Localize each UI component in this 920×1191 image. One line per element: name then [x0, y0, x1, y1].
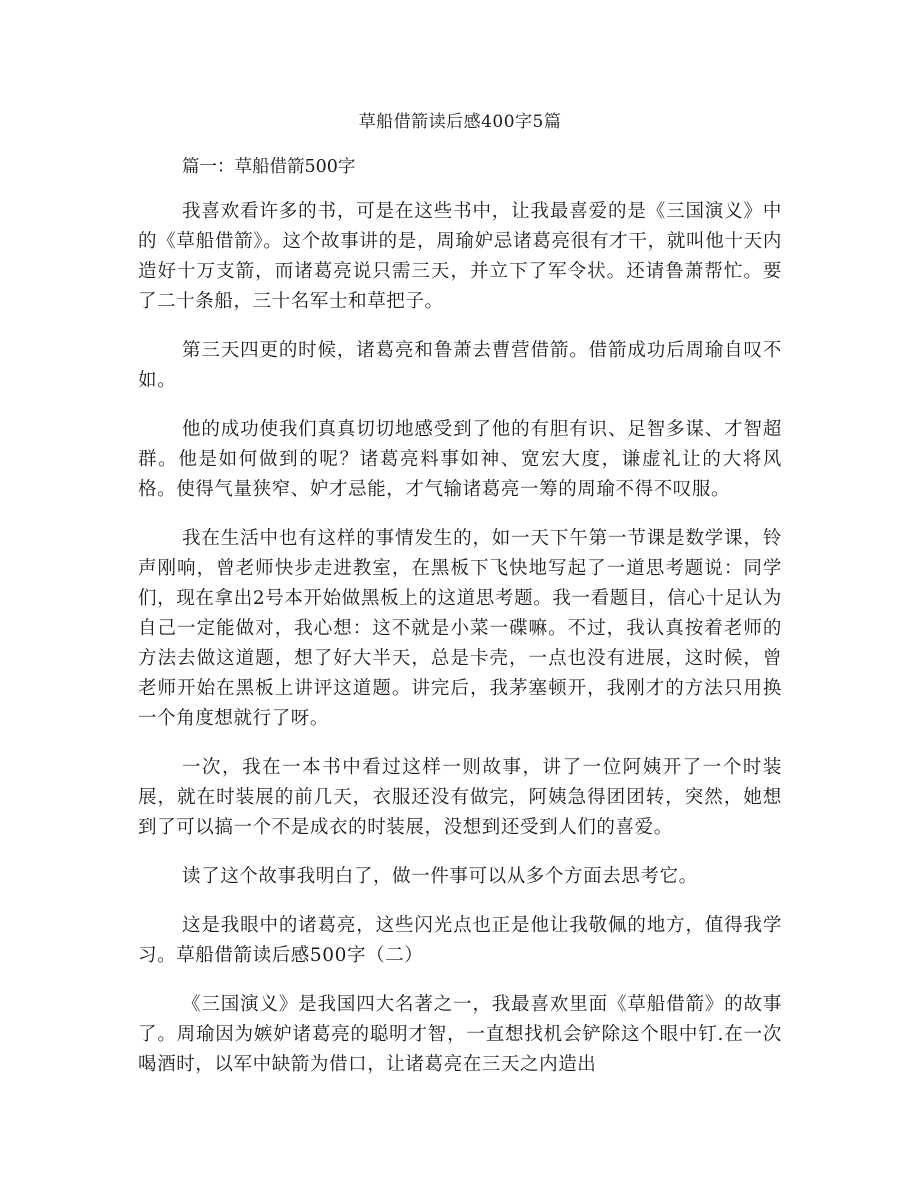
document-body — [138, 197, 782, 1099]
paragraph: 《三国演义》是我国四大名著之一，我最喜欢里面《草船借箭》的故事了。周瑜因为嫉妒诸葛亮的聪明才智，一直想找机会铲除这个眼中钉.在一次喝酒时，以军中缺箭为借口，让诸葛亮在三天之内造出 — [138, 994, 782, 1075]
paragraph: 我在生活中也有这样的事情发生的，如一天下午第一节课是数学课，铃声刚响，曾老师快步走进教室，在黑板下飞快地写起了一道思考题说：同学们，现在拿出2号本开始做黑板上的这道思考题。我一看题目，信心十足认为自己一定能做对，我心想：这不就是小菜一碟嘛。不过，我认真按着老师的方法去做这道题，想了好大半天，总是卡壳，一点也没有进展，这时候，曾老师开始在黑板上讲评这道题。讲完后，我茅塞顿开，我刚才的方法只用换一个角度想就行了呀。 — [138, 528, 782, 729]
paragraph: 读了这个故事我明白了，做一件事可以从多个方面去思考它。 — [182, 866, 698, 887]
paragraph: 一次，我在一本书中看过这样一则故事，讲了一位阿姨开了一个时装展，就在时装展的前几天，衣服还没有做完，阿姨急得团团转，突然，她想到了可以搞一个不是成衣的时装展，没想到还受到人们的喜爱。 — [138, 757, 782, 838]
paragraph: 第三天四更的时候，诸葛亮和鲁萧去曹营借箭。借箭成功后周瑜自叹不如。 — [138, 340, 782, 391]
document-title: 草船借箭读后感400字5篇 — [358, 112, 562, 132]
paragraph: 他的成功使我们真真切切地感受到了他的有胆有识、足智多谋、才智超群。他是如何做到的呢？诸葛亮料事如神、宽宏大度，谦虚礼让的大将风格。使得气量狭窄、妒才忌能，才气输诸葛亮一筹的周瑜不得不叹服。 — [138, 419, 782, 500]
paragraph: 我喜欢看许多的书，可是在这些书中，让我最喜爱的是《三国演义》中的《草船借箭》。这个故事讲的是，周瑜妒忌诸葛亮很有才干，就叫他十天内造好十万支箭，而诸葛亮说只需三天，并立下了军令状。还请鲁萧帮忙。要了二十条船，三十名军士和草把子。 — [138, 201, 782, 312]
section-heading: 篇一：草船借箭500字 — [182, 157, 356, 177]
paragraph: 这是我眼中的诸葛亮，这些闪光点也正是他让我敬佩的地方，值得我学习。草船借箭读后感500字（二） — [138, 915, 782, 966]
